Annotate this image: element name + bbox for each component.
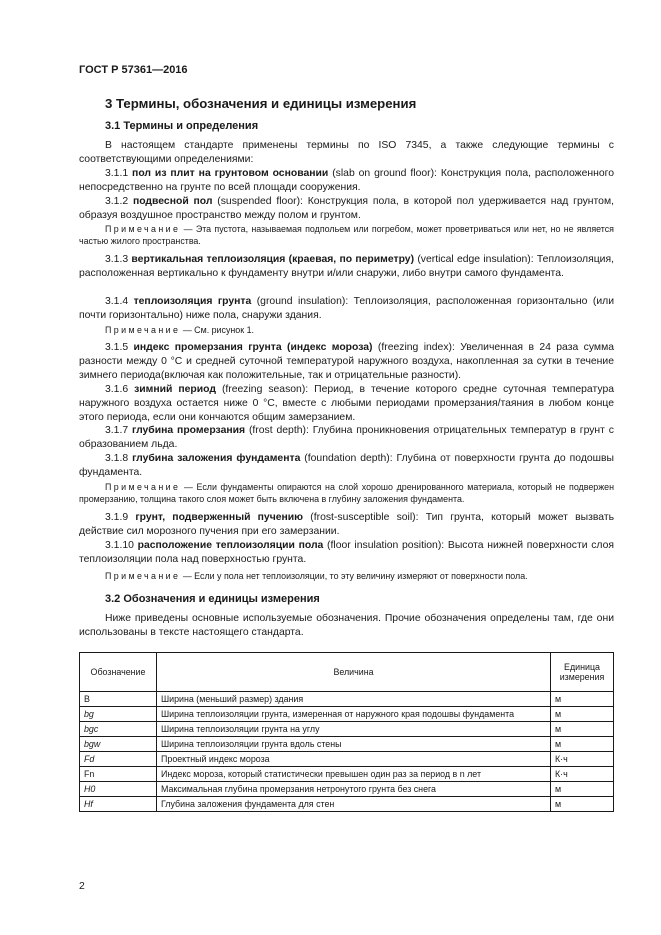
symbol-cell: Hf: [80, 797, 157, 812]
term-name: глубина промерзания: [132, 425, 246, 436]
symbol-cell: Fn: [80, 767, 157, 782]
term-3-1-6: 3.1.6 зимний период (freezing season): Период, в течение которого средне суточная температура наружного воздуха остается ниже 0 °С, вместе с любыми периодами промерзания/таяния в любом конце этого периода, если они кончаются общим замерзанием.: [79, 384, 614, 423]
term-name: индекс промерзания грунта (индекс мороза): [133, 342, 373, 353]
document-header: ГОСТ Р 57361—2016: [79, 64, 188, 76]
note-4: Примечание — Если у пола нет теплоизоляции, то эту величину измеряют от поверхности пола.: [105, 571, 528, 581]
term-name: пол из плит на грунтовом основании: [132, 168, 329, 179]
table-row: [80, 692, 614, 707]
term-name: теплоизоляция грунта: [133, 296, 252, 307]
term-name: глубина заложения фундамента: [132, 453, 301, 464]
table-row: [80, 797, 614, 812]
unit-cell: м: [551, 707, 614, 722]
table-row: [80, 707, 614, 722]
header-symbol: Обозначение: [80, 653, 157, 692]
term-3-1-7: 3.1.7 глубина промерзания (frost depth): Глубина проникновения отрицательных температур в грунт с образованием льда.: [79, 425, 614, 450]
term-name: грунт, подверженный пучению: [135, 512, 304, 523]
page-number: 2: [79, 881, 85, 892]
term-name: зимний период: [134, 384, 216, 395]
term-name: вертикальная теплоизоляция (краевая, по периметру): [131, 254, 415, 265]
unit-cell: м: [551, 722, 614, 737]
table-row: [80, 767, 614, 782]
symbol-cell: bgc: [80, 722, 157, 737]
symbol-cell: B: [80, 692, 157, 707]
header-quantity: Величина: [157, 653, 551, 692]
table-row: [80, 722, 614, 737]
symbol-cell: H0: [80, 782, 157, 797]
term-3-1-5: 3.1.5 индекс промерзания грунта (индекс мороза) (freezing index): Увеличенная в 24 раза сумма разности между 0 °С и средней суточной температурой наружного воздуха, накопленная за сутки в течение зимнего периода(включая как положительные, так и отрицательные разности).: [79, 342, 614, 381]
symbol-cell: bgw: [80, 737, 157, 752]
symbol-cell: bg: [80, 707, 157, 722]
symbol-cell: Fd: [80, 752, 157, 767]
note-2: Примечание — См. рисунок 1.: [105, 325, 254, 335]
symbols-intro: Ниже приведены основные используемые обозначения. Прочие обозначения определены там, где они использованы в тексте настоящего стандарта.: [79, 613, 614, 638]
term-3-1-2: 3.1.2 подвесной пол (suspended floor): Конструкция пола, в которой пол удерживается над грунтом, образуя воздушное пространство между полом и грунтом.: [79, 196, 614, 221]
term-3-1-3: 3.1.3 вертикальная теплоизоляция (краевая, по периметру) (vertical edge insulation): Теплоизоляция, расположенная вертикально к фундаменту внутри и/или снаружи, либо внутри самого фундамента.: [79, 254, 614, 279]
term-name: подвесной пол: [132, 196, 213, 207]
term-name: расположение теплоизоляции пола: [137, 540, 324, 551]
unit-cell: м: [551, 737, 614, 752]
unit-cell: м: [551, 692, 614, 707]
quantity-cell: Ширина теплоизоляции грунта, измеренная от наружного края подошвы фундамента: [157, 707, 551, 722]
section-title: 3 Термины, обозначения и единицы измерения: [105, 96, 417, 111]
term-3-1-9: 3.1.9 грунт, подверженный пучению (frost-susceptible soil): Тип грунта, который может вызвать действие сил морозного пучения при его замерзании.: [79, 512, 615, 537]
header-unit: Единица измерения: [551, 653, 614, 692]
unit-cell: К·ч: [551, 752, 614, 767]
term-3-1-8: 3.1.8 глубина заложения фундамента (foundation depth): Глубина от поверхности грунта до подошвы фундамента.: [79, 453, 614, 478]
unit-cell: К·ч: [551, 767, 614, 782]
note-3: Примечание — Если фундаменты опираются на слой хорошо дренированного материала, который не подвержен промерзанию, толщина такого слоя может быть включена в глубину заложения фундамента.: [79, 482, 614, 505]
quantity-cell: Индекс мороза, который статистически превышен один раз за период в n лет: [157, 767, 551, 782]
subsection-title-symbols: 3.2 Обозначения и единицы измерения: [105, 593, 320, 605]
term-3-1-1: 3.1.1 пол из плит на грунтовом основании (slab on ground floor): Конструкция пола, расположенного непосредственно на грунте по всей площади сооружения.: [79, 168, 614, 193]
quantity-cell: Проектный индекс мороза: [157, 752, 551, 767]
unit-cell: м: [551, 782, 614, 797]
quantity-cell: Глубина заложения фундамента для стен: [157, 797, 551, 812]
table-row: [80, 752, 614, 767]
symbols-table: [79, 652, 614, 812]
term-3-1-10: 3.1.10 расположение теплоизоляции пола (floor insulation position): Высота нижней поверхности слоя теплоизоляции пола над поверхностью грунта.: [79, 540, 614, 565]
quantity-cell: Максимальная глубина промерзания нетронутого грунта без снега: [157, 782, 551, 797]
table-header-row: [80, 653, 614, 692]
table-row: [80, 737, 614, 752]
note-1: Примечание — Эта пустота, называемая подпольем или погребом, может проветриваться или нет, но не является частью жилого пространства.: [79, 224, 614, 247]
quantity-cell: Ширина теплоизоляции грунта вдоль стены: [157, 737, 551, 752]
quantity-cell: Ширина (меньший размер) здания: [157, 692, 551, 707]
subsection-title-terms: 3.1 Термины и определения: [105, 120, 259, 132]
quantity-cell: Ширина теплоизоляции грунта на углу: [157, 722, 551, 737]
term-3-1-4: 3.1.4 теплоизоляция грунта (ground insulation): Теплоизоляция, расположенная горизонтально (или почти горизонтально) ниже пола, снаружи здания.: [79, 296, 615, 321]
table-row: [80, 782, 614, 797]
intro-paragraph: В настоящем стандарте применены термины по ISO 7345, а также следующие термины с соответствующими определениями:: [79, 140, 614, 165]
unit-cell: м: [551, 797, 614, 812]
